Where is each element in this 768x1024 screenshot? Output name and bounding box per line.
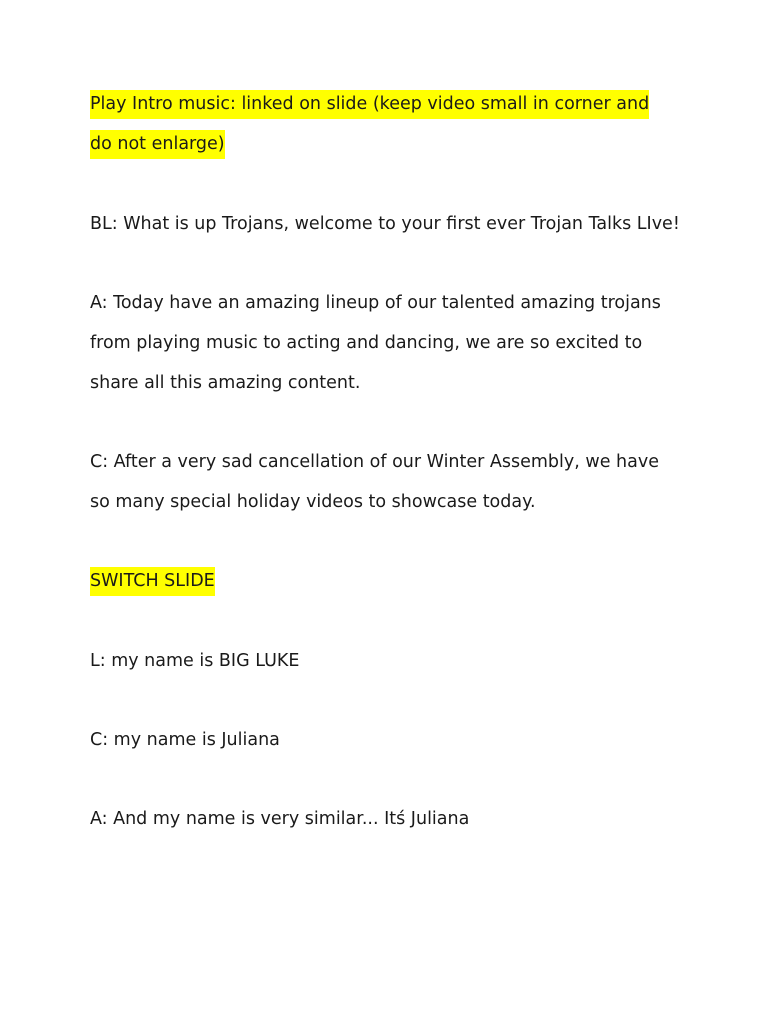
- highlighted-text: SWITCH SLIDE: [90, 567, 215, 596]
- script-line-c-cancellation: C: After a very sad cancellation of our Winter Assembly, we have so many special holiday videos to showcase today.: [90, 452, 659, 512]
- stage-direction-intro-music: [90, 84, 665, 164]
- script-line-l-name: L: my name is BIG LUKE: [90, 651, 300, 671]
- script-line-a-name: A: And my name is very similar... Itś Juliana: [90, 809, 470, 829]
- script-line-c-name: C: my name is Juliana: [90, 730, 280, 750]
- stage-direction-switch-slide: [90, 561, 690, 601]
- script-line-a-lineup: A: Today have an amazing lineup of our talented amazing trojans from playing music to acting and dancing, we are so excited to share all this amazing content.: [90, 293, 661, 393]
- highlighted-text: Play Intro music: linked on slide (keep video small in corner and do not enlarge): [90, 90, 649, 159]
- script-line-bl-welcome: BL: What is up Trojans, welcome to your first ever Trojan Talks LIve!: [90, 214, 680, 234]
